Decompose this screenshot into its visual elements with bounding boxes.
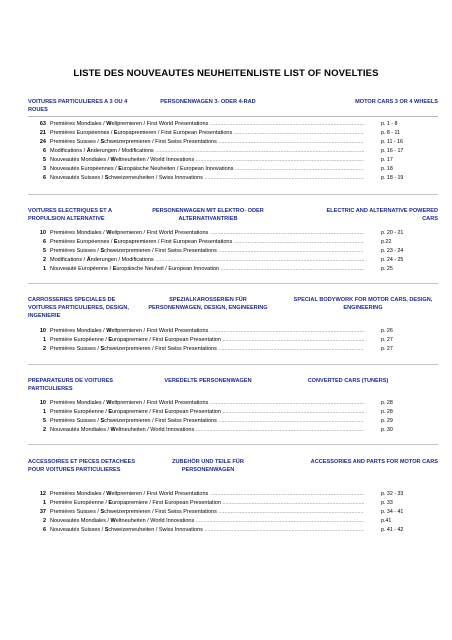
list-item: 1 Première Européenne / Europapremiere / First European Presentation ..... p. 28 (28, 408, 438, 417)
list-item: 2 Modifications / Änderungen / Modifications ..... p. 24 - 25 (28, 256, 438, 265)
list-item: 12 Premières Mondiales / Weltpremieren / First World Presentations ..... p. 32 - 33 (28, 490, 438, 499)
section-heading-en: MOTOR CARS 3 OR 4 WHEELS (355, 99, 438, 105)
section-heading-en: ELECTRIC AND ALTERNATIVE POWERED CARS (326, 208, 438, 222)
section-heading-fr: VOITURES ELECTRIQUES ET A PROPULSION ALTERNATIVE (28, 208, 112, 222)
list-item: 2 Nouveautés Mondiales / Weltneuheiten / World Innovations ..... p. 30 (28, 426, 438, 435)
section-heading-en: SPECIAL BODYWORK FOR MOTOR CARS, DESIGN, ENGINEERING (293, 297, 433, 311)
list-item: 6 Modifications / Änderungen / Modifications ..... p. 16 - 17 (28, 147, 438, 156)
section-converted-cars (28, 377, 438, 437)
list-item: 37 Premières Suisses / Schweizerpremieren / First Swiss Presentations ..... p. 34 - 41 (28, 508, 438, 517)
list-item: 3 Nouveautés Européennes / Europäische Neuheiten / European Innovations ..... p. 18 (28, 165, 438, 174)
list-item: 21 Premières Européennes / Europapremieren / First European Presentations ..... p. 8 - 11 (28, 129, 438, 138)
section-heading-de: SPEZIALKAROSSERIEN FÜR PERSONENWAGEN, DESIGN, ENGINEERING (148, 297, 268, 311)
section-passenger-cars (28, 98, 438, 188)
list-item: 1 Première Européenne / Europapremiere / First European Presentation ..... p. 27 (28, 336, 438, 345)
divider (28, 116, 438, 117)
list-item: 24 Premières Suisses / Schweizerpremieren / First Swiss Presentations ..... p. 11 - 16 (28, 138, 438, 147)
section-heading-fr: ACCESSOIRES ET PIECES DETACHEES POUR VOITURES PARTICULIERES (28, 459, 136, 473)
list-item: 63 Premières Mondiales / Weltpremieren / First World Presentations ..... p. 1 - 8 (28, 120, 438, 129)
section-heading-de: PERSONENWAGEN MIT ELEKTRO- ODER ALTERNATIVANTRIEB (152, 208, 264, 222)
section-heading-de: VEREDELTE PERSONENWAGEN (164, 378, 252, 384)
page-title: LISTE DES NOUVEAUTES NEUHEITENLISTE LIST OF NOVELTIES (73, 68, 379, 79)
section-heading-en: CONVERTED CARS (TUNERS) (307, 378, 389, 384)
list-item: 5 Premières Suisses / Schweizerpremieren / First Swiss Presentations ..... p. 29 (28, 417, 438, 426)
section-heading-fr: VOITURES PARTICULIERES A 3 OU 4 ROUES (28, 99, 128, 113)
list-item: 6 Premières Européennes / Europapremieren / First European Presentations ..... p.22 (28, 238, 438, 247)
list-item: 2 Nouveautés Mondiales / Weltneuheiten / World Innovations ..... p.41 (28, 517, 438, 526)
section-special-bodywork (28, 296, 438, 356)
section-heading-de: ZUBEHÖR UND TEILE FÜR PERSONENWAGEN (172, 459, 244, 473)
list-item: 5 Premières Suisses / Schweizerpremieren / First Swiss Presentations ..... p. 23 - 24 (28, 247, 438, 256)
list-item: 2 Premières Suisses / Schweizerpremieren / First Swiss Presentations ..... p. 27 (28, 345, 438, 354)
list-item: 1 Nouveauté Européenne / Europäische Neuheit / European Innovation ..... p. 25 (28, 265, 438, 274)
list-item: 1 Première Européenne / Europapremiere / First European Presentation ..... p. 33 (28, 499, 438, 508)
section-heading-de: PERSONENWAGEN 3- ODER 4-RAD (160, 99, 256, 105)
list-item: 6 Nouveautés Suisses / Schweizerneuheiten / Swiss Innovations ..... p. 18 - 19 (28, 174, 438, 183)
section-electric-cars (28, 207, 438, 279)
list-item: 10 Premières Mondiales / Weltpremieren / First World Presentations ..... p. 26 (28, 327, 438, 336)
section-heading-fr: CARROSSERIES SPECIALES DE VOITURES PARTICULIERES, DESIGN, INGENIERIE (28, 297, 129, 319)
list-item: 5 Nouveautés Mondiales / Weltneuheiten / World Innovations ..... p. 17 (28, 156, 438, 165)
section-heading-fr: PREPARATEURS DE VOITURES PARTICULIERES (28, 378, 113, 392)
section-divider (28, 194, 438, 195)
section-divider (28, 283, 438, 284)
list-item: 6 Nouveautés Suisses / Schweizerneuheiten / Swiss Innovations ..... p. 41 - 42 (28, 526, 438, 535)
list-item: 10 Premières Mondiales / Weltpremieren / First World Presentations ..... p. 20 - 21 (28, 229, 438, 238)
section-heading-en: ACCESSORIES AND PARTS FOR MOTOR CARS (310, 459, 438, 465)
section-divider (28, 444, 438, 445)
list-item: 10 Premières Mondiales / Weltpremieren / First World Presentations ..... p. 28 (28, 399, 438, 408)
section-divider (28, 364, 438, 365)
section-accessories (28, 458, 438, 538)
